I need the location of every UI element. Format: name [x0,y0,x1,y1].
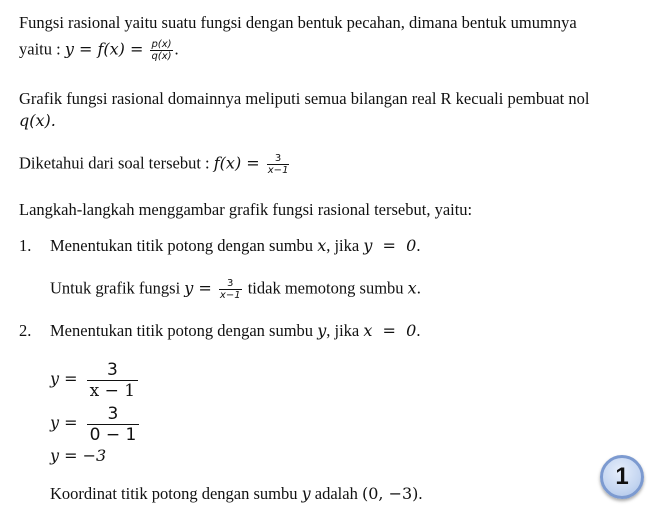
denominator: 0 − 1 [87,424,140,445]
fraction-p-over-q [150,39,172,62]
var: y [301,484,311,503]
text: . [418,484,423,503]
page-number: 1 [615,463,629,490]
paragraph-domain-line1 [19,89,589,109]
text: yaitu : [19,39,65,59]
fraction-3-over-0-minus-1 [87,404,140,445]
step-number: 2. [19,321,32,340]
formula-general: y = f(x) = [64,39,149,59]
paragraph-definition-line2 [19,39,179,62]
numerator: 3 [106,359,118,380]
formula-y: y = [50,413,83,432]
text: Koordinat titik potong dengan sumbu [50,484,302,503]
denominator: x−1 [267,165,289,176]
paragraph-steps-intro [19,200,472,220]
text: Grafik fungsi rasional domainnya meliputi semua bilangan real R kecuali pembuat nol [19,89,590,108]
condition: y = 0 [363,236,417,255]
denominator: q(x) [151,51,172,62]
text: . [416,321,421,340]
step-2-heading [19,321,420,341]
denominator: x − 1 [87,380,138,401]
text: Langkah-langkah menggambar grafik fungsi rasional tersebut, yaitu: [19,200,473,219]
step-2-eq3 [50,446,106,466]
intercept-point: (0, −3) [361,484,419,503]
step-number: 1. [19,236,32,255]
var: x [317,236,327,255]
step-2-conclusion [50,484,423,504]
text: adalah [310,484,362,503]
var: y [317,321,327,340]
numerator: 3 [107,403,119,424]
text: Untuk grafik fungsi [50,278,185,298]
paragraph-domain-line2 [19,111,56,131]
step-2-eq1 [50,358,138,401]
fraction-3-over-x-minus-1 [87,360,138,401]
text: , jika [326,236,364,255]
var: x [407,278,417,298]
text: , jika [326,321,364,340]
text: . [416,236,421,255]
text: tidak memotong sumbu [243,278,408,298]
fraction-3-over-x-1 [267,153,290,176]
numerator: p(x) [151,39,172,50]
formula-y: y = [50,369,83,388]
condition: x = 0 [363,321,417,340]
step-2-eq2 [50,402,139,445]
text: Menentukan titik potong dengan sumbu [50,321,318,340]
text: Fungsi rasional yaitu suatu fungsi dengan bentuk pecahan, dimana bentuk umumnya [19,13,577,32]
text: Menentukan titik potong dengan sumbu [50,236,318,255]
formula-result: y = −3 [50,446,107,465]
text: . [416,278,421,298]
step-1-detail [50,278,421,301]
fraction-3-over-x-1 [219,278,242,301]
denominator: x−1 [219,290,241,301]
formula-y: y = [184,278,217,298]
page-number-badge [600,455,644,499]
formula-q: q(x). [19,111,56,130]
text: Diketahui dari soal tersebut : [19,153,214,173]
step-1-heading [19,236,420,256]
paragraph-given [19,153,291,176]
text: . [174,39,179,59]
numerator: 3 [274,153,282,164]
paragraph-definition-line1 [19,13,577,33]
formula-f: f(x) = [213,153,265,173]
numerator: 3 [227,278,234,289]
